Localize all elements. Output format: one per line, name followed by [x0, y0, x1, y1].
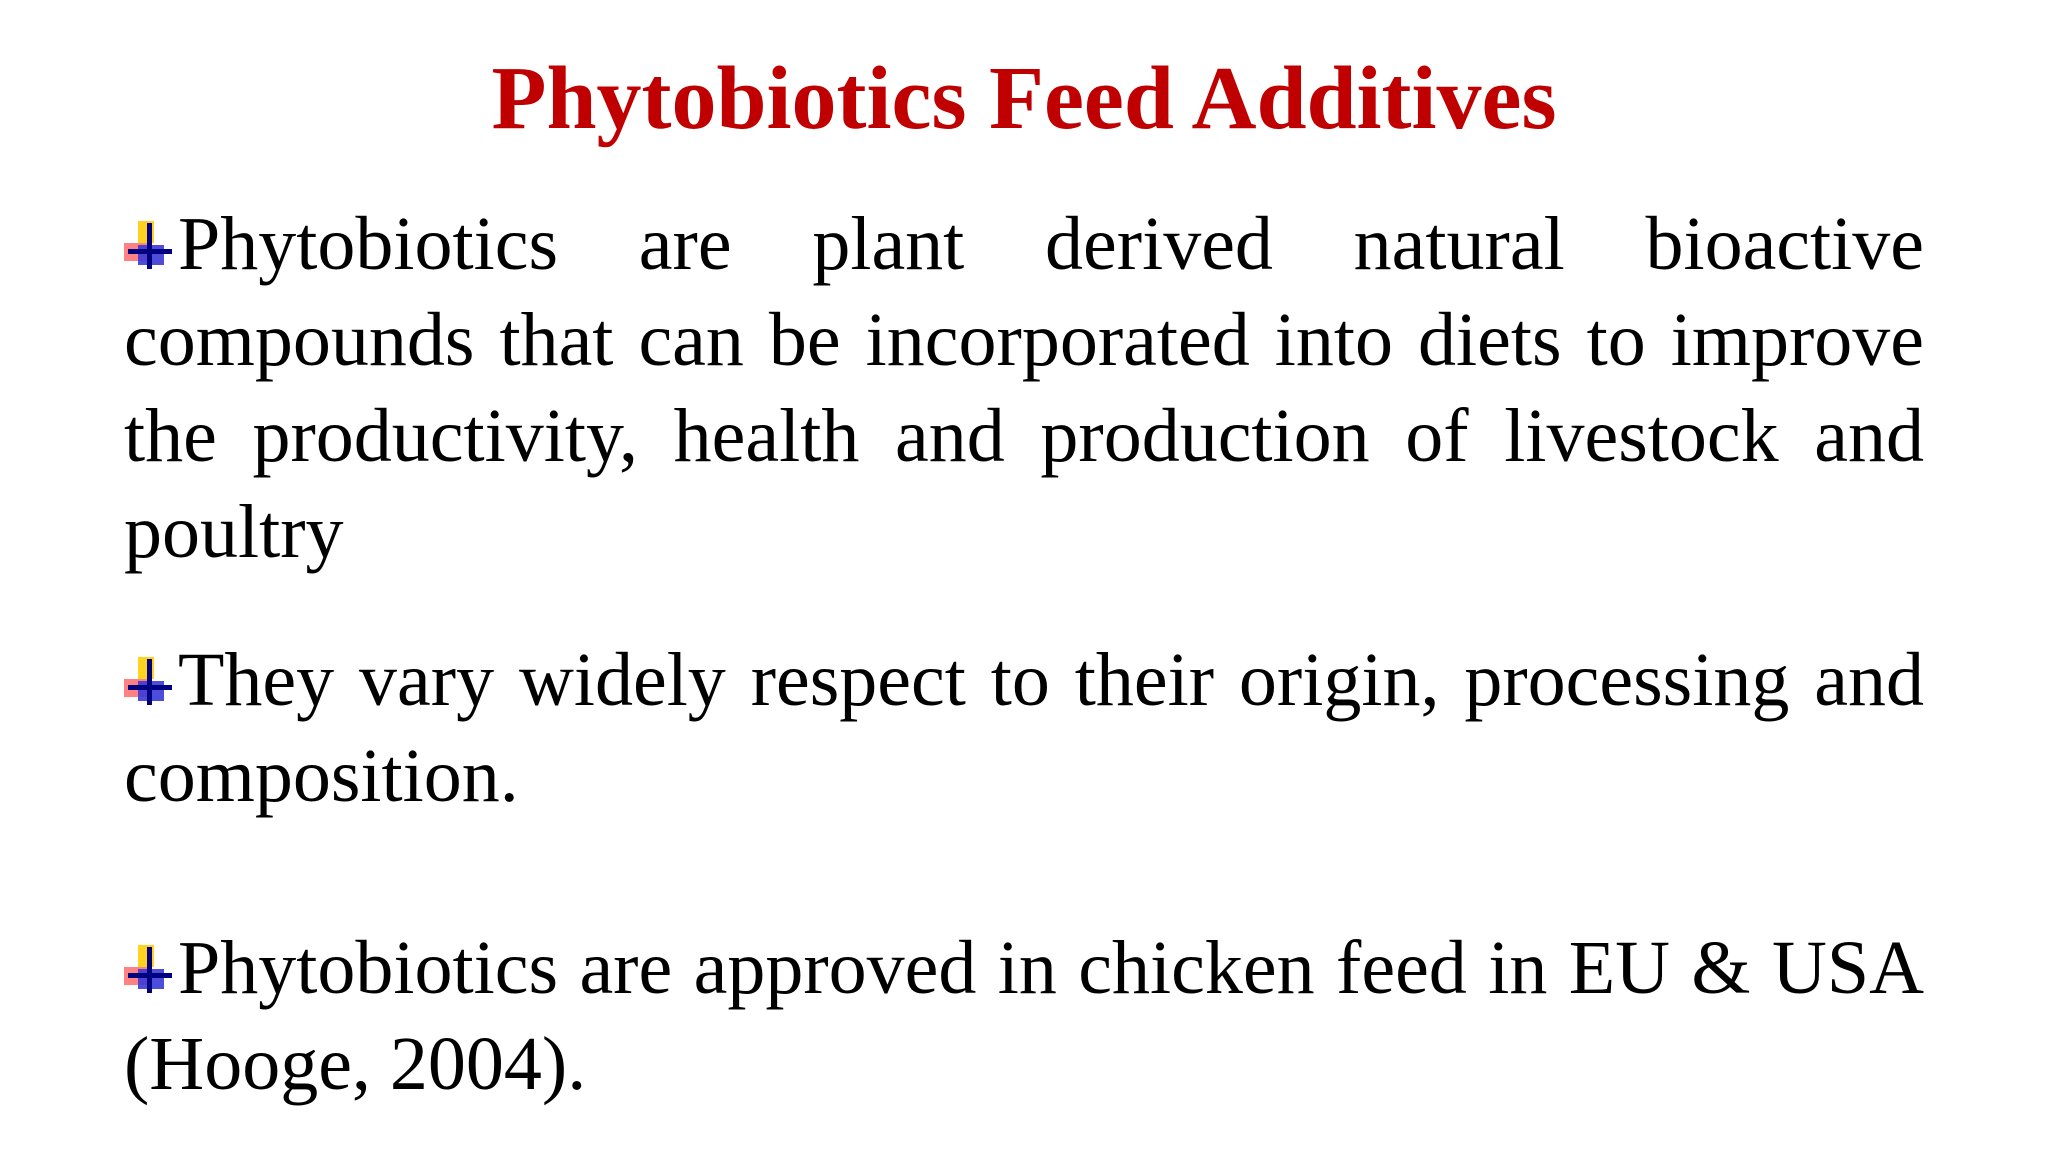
bullet-text: Phytobiotics are approved in chicken feed in EU & USA (Hooge, 2004).	[124, 926, 1924, 1106]
bullet-text: They vary widely respect to their origin, processing and composition.	[124, 638, 1924, 818]
bullet-marker-icon	[124, 941, 178, 997]
slide-title: Phytobiotics Feed Additives	[491, 49, 1557, 148]
bullet-item	[124, 632, 1924, 824]
bullet-item	[124, 196, 1924, 580]
bullet-marker-icon	[124, 653, 178, 709]
bullet-item	[124, 920, 1924, 1112]
bullet-marker-icon	[124, 217, 178, 273]
bullet-text: Phytobiotics are plant derived natural bioactive compounds that can be incorporated into diets to improve the productivity, health and production of livestock and poultry	[124, 202, 1924, 574]
